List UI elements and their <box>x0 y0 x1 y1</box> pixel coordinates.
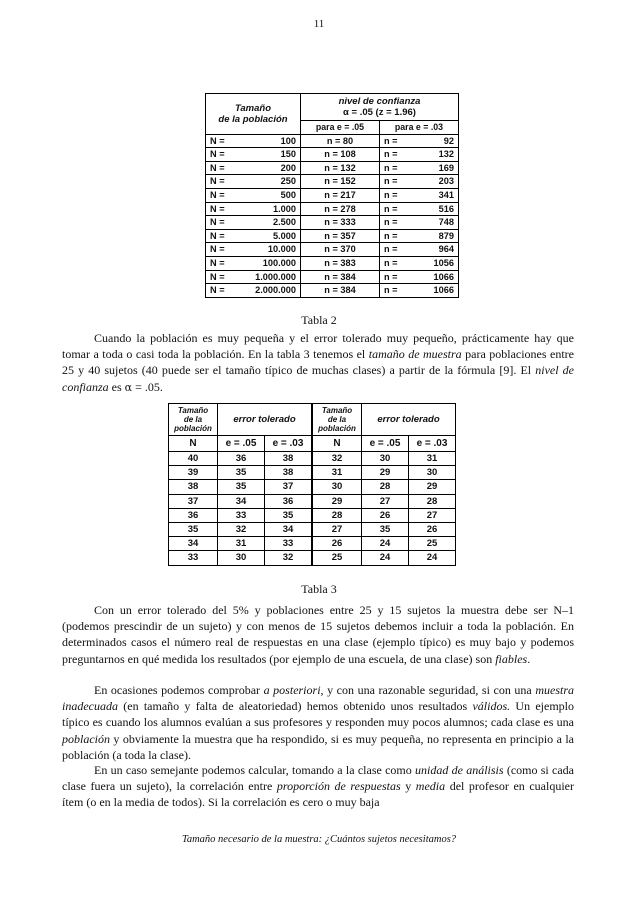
cell-right: 32 <box>312 452 362 466</box>
cell-sample-05: n = 384 <box>301 270 380 284</box>
table-row <box>206 161 459 175</box>
table-row <box>206 256 459 270</box>
p3-text-5: y obviamente la muestra que ha respondido, si es muy pequeña, no representa en principio a la población (a toda la clase). <box>62 731 574 762</box>
cell-n-value: 2.500 <box>273 217 296 228</box>
cell-n-label: N = <box>210 189 225 200</box>
cell-sample-03 <box>380 202 459 216</box>
header-conf-line1: nivel de confianza <box>338 96 421 107</box>
cell-population <box>206 161 301 175</box>
cell-left: 38 <box>169 480 218 494</box>
cell-population <box>206 188 301 202</box>
table-row <box>169 494 456 508</box>
table-row <box>206 188 459 202</box>
cell-b-label: n = <box>384 149 398 160</box>
page-number: 11 <box>313 18 325 30</box>
cell-b-label: n = <box>384 285 398 296</box>
p2-text-2: . <box>527 651 531 666</box>
cell-right: 24 <box>362 551 409 565</box>
cell-left: 33 <box>218 508 265 522</box>
cell-right: 26 <box>362 508 409 522</box>
table-row <box>169 480 456 494</box>
cell-left: 38 <box>265 466 313 480</box>
cell-right: 28 <box>312 508 362 522</box>
cell-n-label: N = <box>210 162 225 173</box>
t3-right-pop-l2: de la <box>327 415 347 424</box>
cell-b-value: 964 <box>438 244 454 255</box>
cell-sample-05: n = 370 <box>301 243 380 257</box>
cell-b-label: n = <box>384 135 398 146</box>
cell-sample-05: n = 333 <box>301 216 380 230</box>
cell-n-label: N = <box>210 217 225 228</box>
header-conf-line2: α = .05 (z = 1.96) <box>343 107 416 118</box>
cell-right: 27 <box>362 494 409 508</box>
cell-b-label: n = <box>384 176 398 187</box>
cell-n-value: 150 <box>280 149 296 160</box>
table-2 <box>205 93 459 298</box>
cell-right: 31 <box>409 452 456 466</box>
p3-text-1: En ocasiones podemos comprobar <box>94 683 264 697</box>
cell-n-value: 1.000 <box>273 203 296 214</box>
table3-right-col-03: e = .03 <box>409 436 456 452</box>
cell-n-label: N = <box>210 230 225 241</box>
cell-right: 30 <box>312 480 362 494</box>
cell-population <box>206 216 301 230</box>
cell-n-label: N = <box>210 203 225 214</box>
cell-left: 35 <box>169 523 218 537</box>
cell-left: 36 <box>218 452 265 466</box>
cell-population <box>206 175 301 189</box>
t3-left-pop-l3: población <box>174 424 212 433</box>
p1-text-4: = .05. <box>132 379 163 394</box>
table-row <box>206 229 459 243</box>
cell-population <box>206 284 301 298</box>
table3-right-error-header: error tolerado <box>362 404 456 436</box>
cell-left: 37 <box>169 494 218 508</box>
cell-left: 31 <box>218 537 265 551</box>
p4-emph-3: media <box>415 779 446 794</box>
cell-population <box>206 148 301 162</box>
p2-emph-1: fiables <box>495 651 528 666</box>
cell-left: 30 <box>218 551 265 565</box>
table3-right-col-05: e = .05 <box>362 436 409 452</box>
table3-right-pop-header <box>312 404 362 436</box>
table3-left-col-n: N <box>169 436 218 452</box>
p2-text-1: Con un error tolerado del 5% y poblaciones entre 25 y 15 sujetos la muestra debe ser N–1 (podemos prescindir de un sujeto) y con menos de 15 sujetos debemos incluir a toda la población. En determinados casos el número real de respuestas en una clase (ejemplo típico) es muy bajo y podemos preguntarnos en qué medida los resultados (por ejemplo de una escuela, de una clase) son <box>62 603 574 666</box>
cell-b-label: n = <box>384 189 398 200</box>
cell-population <box>206 256 301 270</box>
cell-sample-05: n = 278 <box>301 202 380 216</box>
table-row <box>169 551 456 565</box>
cell-sample-05: n = 217 <box>301 188 380 202</box>
cell-population <box>206 134 301 148</box>
cell-b-value: 1066 <box>433 285 454 296</box>
p3-emph-1: a posteriori, <box>263 683 324 697</box>
cell-n-label: N = <box>210 176 225 187</box>
cell-left: 33 <box>169 551 218 565</box>
cell-b-value: 341 <box>438 189 454 200</box>
p4-text-3: y <box>400 779 416 794</box>
table3-left-pop-header <box>169 404 218 436</box>
table-row <box>206 216 459 230</box>
p4-emph-2: proporción de respuestas <box>276 779 401 794</box>
cell-left: 34 <box>218 494 265 508</box>
cell-b-value: 1056 <box>433 257 454 268</box>
cell-right: 26 <box>312 537 362 551</box>
cell-n-label: N = <box>210 257 225 268</box>
cell-b-label: n = <box>384 271 398 282</box>
cell-right: 25 <box>312 551 362 565</box>
p3-emph-3: válidos. <box>472 699 511 714</box>
cell-n-value: 10.000 <box>267 244 296 255</box>
cell-right: 25 <box>409 537 456 551</box>
cell-b-value: 748 <box>438 217 454 228</box>
p1-text-3: es <box>108 379 125 394</box>
table-row <box>206 284 459 298</box>
cell-left: 32 <box>265 551 313 565</box>
cell-population <box>206 243 301 257</box>
alpha-symbol: α <box>124 380 133 394</box>
paragraph-3 <box>62 682 574 763</box>
cell-right: 30 <box>362 452 409 466</box>
cell-b-label: n = <box>384 162 398 173</box>
table-row <box>206 175 459 189</box>
p3-emph-4: población <box>62 731 110 746</box>
cell-right: 29 <box>362 466 409 480</box>
cell-sample-05: n = 357 <box>301 229 380 243</box>
cell-sample-03 <box>380 243 459 257</box>
p3-text-4: Un ejemplo típico es cuando los alumnos evalúan a sus profesores y responden muy pocos alumnos; cada clase es una <box>62 699 575 730</box>
cell-sample-03 <box>380 270 459 284</box>
table-row <box>206 134 459 148</box>
paragraph-1 <box>62 330 574 396</box>
cell-sample-03 <box>380 229 459 243</box>
cell-right: 28 <box>362 480 409 494</box>
cell-n-label: N = <box>210 244 225 255</box>
cell-n-value: 250 <box>280 176 296 187</box>
t3-left-pop-l1: Tamaño <box>177 406 209 415</box>
table-row <box>169 523 456 537</box>
cell-b-label: n = <box>384 244 398 255</box>
table3-left-error-header: error tolerado <box>218 404 313 436</box>
cell-sample-05: n = 383 <box>301 256 380 270</box>
cell-sample-03 <box>380 284 459 298</box>
cell-b-value: 1066 <box>433 271 454 282</box>
cell-sample-03 <box>380 134 459 148</box>
p4-emph-1: unidad de análisis <box>415 763 504 777</box>
cell-left: 35 <box>218 466 265 480</box>
cell-b-value: 516 <box>438 203 454 214</box>
cell-b-value: 879 <box>438 230 454 241</box>
paragraph-2 <box>62 602 574 667</box>
cell-sample-03 <box>380 188 459 202</box>
t3-left-pop-l2: de la <box>183 415 203 424</box>
cell-population <box>206 202 301 216</box>
p3-emph-2: muestra inadecuada <box>62 683 574 714</box>
cell-right: 29 <box>312 494 362 508</box>
t3-right-pop-l1: Tamaño <box>321 406 353 415</box>
cell-sample-05: n = 152 <box>301 175 380 189</box>
cell-left: 35 <box>265 508 313 522</box>
cell-b-value: 132 <box>438 149 454 160</box>
cell-n-value: 1.000.000 <box>255 271 296 282</box>
cell-population <box>206 229 301 243</box>
p3-text-2: y con una razonable seguridad, si con una <box>323 683 536 697</box>
cell-right: 27 <box>409 508 456 522</box>
p4-text-2: (como si cada clase fuera un sujeto), la correlación entre <box>62 763 575 794</box>
cell-right: 28 <box>409 494 456 508</box>
table2-subheader-03: para e = .03 <box>380 121 459 135</box>
table3-caption: Tabla 3 <box>301 582 337 596</box>
cell-left: 38 <box>265 452 313 466</box>
cell-right: 24 <box>362 537 409 551</box>
cell-population <box>206 270 301 284</box>
page-footer: Tamaño necesario de la muestra: ¿Cuántos sujetos necesitamos? <box>181 834 457 845</box>
cell-left: 39 <box>169 466 218 480</box>
cell-left: 37 <box>265 480 313 494</box>
cell-n-label: N = <box>210 285 225 296</box>
cell-n-value: 100 <box>280 135 296 146</box>
cell-left: 32 <box>218 523 265 537</box>
table3-right-col-n: N <box>312 436 362 452</box>
header-pop-line1: Tamaño <box>234 102 272 114</box>
table-row <box>206 202 459 216</box>
table-row <box>169 452 456 466</box>
p1-text-2: para poblaciones entre 25 y 40 sujetos (40 puede ser el tamaño típico de muchas clases) a partir de la fórmula [9]. El <box>62 347 574 378</box>
cell-right: 30 <box>409 466 456 480</box>
table2-subheader-05: para e = .05 <box>301 121 380 135</box>
cell-sample-03 <box>380 161 459 175</box>
cell-right: 31 <box>312 466 362 480</box>
p1-emph-1: tamaño de muestra <box>368 347 462 362</box>
cell-right: 29 <box>409 480 456 494</box>
cell-b-label: n = <box>384 230 398 241</box>
p4-text-4: del profesor en cualquier ítem (o en la media de todos). Si la correlación es cero o muy baja <box>62 779 575 810</box>
cell-sample-05: n = 108 <box>301 148 380 162</box>
cell-sample-03 <box>380 175 459 189</box>
cell-left: 40 <box>169 452 218 466</box>
cell-b-label: n = <box>384 217 398 228</box>
cell-n-label: N = <box>210 149 225 160</box>
cell-left: 34 <box>265 523 313 537</box>
cell-right: 26 <box>409 523 456 537</box>
table-row <box>206 270 459 284</box>
paragraph-4 <box>62 762 574 811</box>
cell-right: 27 <box>312 523 362 537</box>
cell-sample-03 <box>380 148 459 162</box>
cell-sample-05: n = 132 <box>301 161 380 175</box>
cell-n-value: 200 <box>280 162 296 173</box>
cell-n-value: 5.000 <box>273 230 296 241</box>
cell-n-label: N = <box>210 135 225 146</box>
p1-text-1: Cuando la población es muy pequeña y el error tolerado muy pequeño, prácticamente hay que tomar a toda o casi toda la población. En la tabla 3 tenemos el <box>62 331 574 362</box>
cell-left: 35 <box>218 480 265 494</box>
cell-n-label: N = <box>210 271 225 282</box>
table3-left-col-05: e = .05 <box>218 436 265 452</box>
cell-left: 33 <box>265 537 313 551</box>
p4-text-1: En un caso semejante podemos calcular, tomando a la clase como <box>94 763 416 777</box>
table-3 <box>168 403 456 566</box>
cell-sample-05: n = 80 <box>301 134 380 148</box>
p3-text-3: (en tamaño y falta de aleatoriedad) hemos obtenido unos resultados <box>118 699 473 714</box>
cell-sample-03 <box>380 216 459 230</box>
table-row <box>206 243 459 257</box>
cell-b-value: 203 <box>438 176 454 187</box>
table-row <box>169 537 456 551</box>
cell-left: 34 <box>169 537 218 551</box>
header-pop-line2: de la población <box>218 113 288 125</box>
table-row <box>169 466 456 480</box>
p1-emph-2: nivel de confianza <box>62 363 574 394</box>
cell-sample-05: n = 384 <box>301 284 380 298</box>
cell-n-value: 100.000 <box>262 257 296 268</box>
cell-right: 35 <box>362 523 409 537</box>
cell-b-value: 92 <box>443 135 454 146</box>
table-row <box>206 148 459 162</box>
cell-n-value: 500 <box>280 189 296 200</box>
cell-left: 36 <box>265 494 313 508</box>
table3-left-col-03: e = .03 <box>265 436 313 452</box>
cell-left: 36 <box>169 508 218 522</box>
table2-header-population <box>206 94 301 135</box>
table2-caption: Tabla 2 <box>301 313 337 327</box>
cell-b-value: 169 <box>438 162 454 173</box>
cell-b-label: n = <box>384 257 398 268</box>
table2-header-confidence <box>301 94 459 121</box>
cell-n-value: 2.000.000 <box>255 285 296 296</box>
table-row <box>169 508 456 522</box>
t3-right-pop-l3: población <box>318 424 356 433</box>
cell-right: 24 <box>409 551 456 565</box>
cell-sample-03 <box>380 256 459 270</box>
cell-b-label: n = <box>384 203 398 214</box>
